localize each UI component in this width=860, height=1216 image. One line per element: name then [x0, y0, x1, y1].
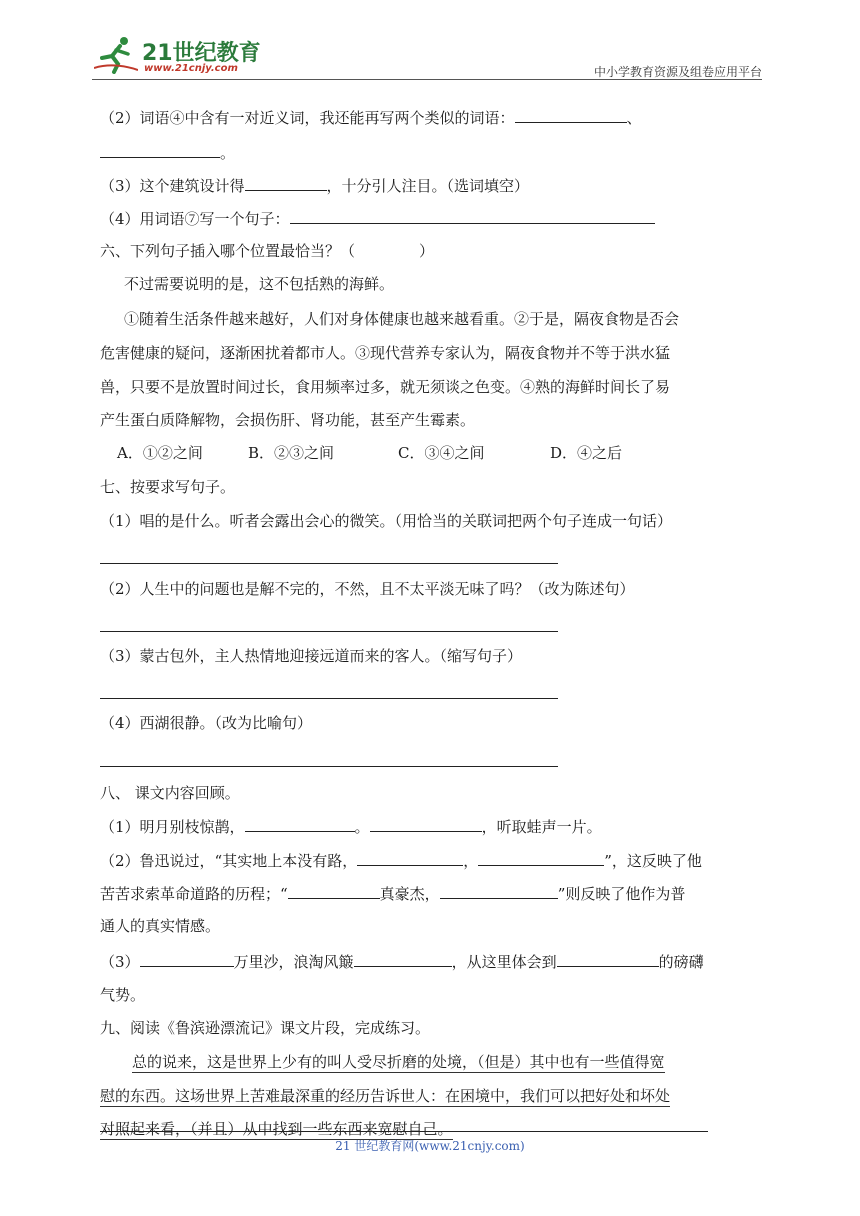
q6-para-line: 产生蛋白质降解物，会损伤肝、肾功能，甚至产生霉素。 — [100, 411, 476, 429]
answer-blank[interactable] — [288, 882, 380, 899]
q6-title — [100, 240, 434, 262]
page-footer: 21 世纪教育网(www.21cnjy.com) — [335, 1139, 525, 1153]
q8-sub1 — [100, 815, 602, 838]
answer-blank[interactable] — [440, 882, 558, 899]
q7-answer-line-4[interactable] — [100, 766, 558, 767]
q8-sub2-text-c: ”，这反映了他 — [604, 852, 702, 870]
logo-title: 21世纪教育 — [142, 41, 261, 66]
q5-sub4-text: （4）用词语⑦写一个句子： — [100, 210, 290, 228]
q8-sub3-text-c: ，从这里体会到 — [451, 953, 557, 971]
q5-sub2-end: 。 — [220, 144, 236, 162]
q5-sub2-text: （2）词语④中含有一对近义词，我还能再写两个类似的词语： — [100, 109, 515, 127]
q7-answer-line-3[interactable] — [100, 698, 558, 699]
footer-divider — [100, 1131, 708, 1132]
q7-item-2: （2）人生中的问题也是解不完的，不然，且不太平淡无味了吗？（改为陈述句） — [100, 580, 635, 598]
platform-name: 中小学教育资源及组卷应用平台 — [593, 65, 762, 79]
header-divider — [92, 79, 762, 80]
answer-blank[interactable] — [357, 849, 463, 866]
answer-blank[interactable] — [354, 950, 452, 967]
runner-logo-icon — [94, 34, 138, 74]
answer-blank[interactable] — [245, 174, 327, 191]
q7-item-1: （1）唱的是什么。听者会露出会心的微笑。（用恰当的关联词把两个句子连成一句话） — [100, 512, 673, 530]
q6-option-c[interactable]: C．③④之间 — [398, 444, 485, 462]
q5-sub2-line1 — [100, 106, 642, 129]
page-header — [92, 30, 762, 80]
q5-sub3 — [100, 174, 529, 197]
q8-sub3-line1 — [100, 950, 704, 973]
q6-option-d[interactable]: D．④之后 — [550, 444, 623, 462]
answer-blank[interactable] — [478, 849, 604, 866]
answer-blank[interactable] — [515, 106, 627, 123]
q5-sub4 — [100, 207, 655, 230]
answer-blank[interactable] — [245, 815, 355, 832]
q9-para-text: 总的说来，这是世界上少有的叫人受尽折磨的处境，（但是）其中也有一些值得宽 — [132, 1053, 665, 1071]
q8-sub1-text-c: ，听取蛙声一片。 — [481, 818, 602, 836]
q9-para-text: 慰的东西。这场世界上苦难最深重的经历告诉世人：在困境中，我们可以把好处和坏处 — [100, 1087, 671, 1105]
q5-sub3-text-b: ，十分引人注目。（选词填空） — [326, 177, 530, 195]
q8-sub3-text-d: 的磅礴 — [658, 953, 704, 971]
q9-title: 九、阅读《鲁滨逊漂流记》课文片段，完成练习。 — [100, 1019, 431, 1037]
q6-sentence: 不过需要说明的是，这不包括熟的海鲜。 — [124, 275, 395, 293]
q8-sub2-text-a: （2）鲁迅说过，“其实地上本没有路， — [100, 852, 358, 870]
answer-blank[interactable] — [290, 207, 655, 224]
q8-title: 八、 课文内容回顾。 — [100, 784, 240, 802]
q5-sub3-text-a: （3）这个建筑设计得 — [100, 177, 245, 195]
answer-blank[interactable] — [100, 141, 220, 158]
q6-option-b[interactable]: B．②③之间 — [248, 444, 335, 462]
q5-sub2-separator: 、 — [626, 109, 642, 127]
q8-sub2-text-e: 真豪杰， — [379, 885, 440, 903]
q8-sub3-text-b: 万里沙，浪淘风簸 — [233, 953, 354, 971]
q6-para-line: 危害健康的疑问，逐渐困扰着都市人。③现代营养专家认为，隔夜食物并不等于洪水猛 — [100, 344, 671, 362]
q6-title-text: 六、下列句子插入哪个位置最恰当？（ — [100, 242, 356, 260]
answer-blank[interactable] — [370, 815, 482, 832]
q7-answer-line-1[interactable] — [100, 563, 558, 564]
q8-sub2-text-d: 苦苦求索革命道路的历程；“ — [100, 885, 288, 903]
q9-para-text: 对照起来看，（并且）从中找到一些东西来宽慰自己。 — [100, 1120, 453, 1138]
q7-item-3: （3）蒙古包外，主人热情地迎接远道而来的客人。（缩写句子） — [100, 647, 523, 665]
q8-sub2-line2 — [100, 882, 685, 905]
q5-sub2-line2 — [100, 141, 235, 164]
site-logo — [92, 30, 272, 78]
q9-para-line — [132, 1051, 665, 1073]
q8-sub3-line2: 气势。 — [100, 986, 146, 1004]
q8-sub1-text-b: 。 — [354, 818, 370, 836]
q6-para-line: ①随着生活条件越来越好，人们对身体健康也越来越看重。②于是，隔夜食物是否会 — [124, 310, 680, 328]
q9-para-line — [100, 1085, 670, 1107]
q7-item-4: （4）西湖很静。（改为比喻句） — [100, 714, 313, 732]
q8-sub3-text-a: （3） — [100, 953, 140, 971]
q6-para-line: 兽，只要不是放置时间过长，食用频率过多，就无须谈之色变。④熟的海鲜时间长了易 — [100, 378, 671, 396]
q6-title-close: ） — [419, 242, 435, 260]
q7-answer-line-2[interactable] — [100, 631, 558, 632]
q7-title: 七、按要求写句子。 — [100, 478, 236, 496]
q8-sub2-line1 — [100, 849, 702, 872]
answer-blank[interactable] — [557, 950, 659, 967]
answer-blank[interactable] — [140, 950, 234, 967]
q8-sub2-text-f: ”则反映了他作为普 — [557, 885, 686, 903]
logo-url: www.21cnjy.com — [144, 63, 238, 74]
q8-sub2-text-b: ， — [463, 852, 479, 870]
q8-sub2-line3: 通人的真实情感。 — [100, 917, 221, 935]
q6-option-a[interactable]: A．①②之间 — [117, 444, 203, 462]
q8-sub1-text-a: （1）明月别枝惊鹊， — [100, 818, 245, 836]
